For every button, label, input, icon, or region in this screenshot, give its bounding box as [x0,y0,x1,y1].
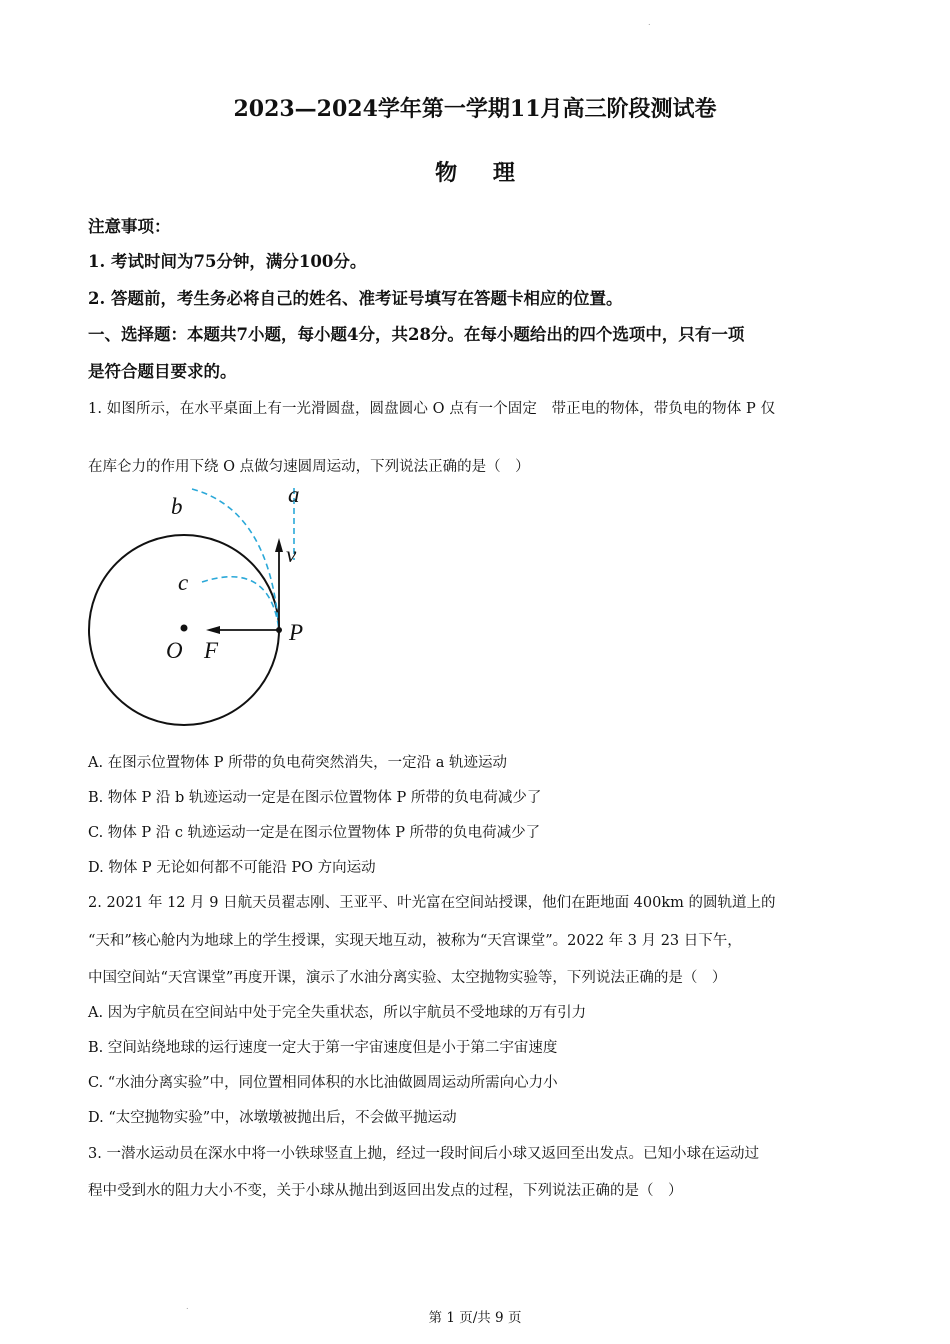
exam-title: 2023—2024学年第一学期11月高三阶段测试卷 [233,96,717,122]
label-c: c [178,570,189,595]
subject-title: 物 理 [435,160,529,186]
label-o: O [166,638,183,663]
q2-stem-line3: 中国空间站“天宫课堂”再度开课，演示了水油分离实验、太空抛物实验等，下列说法正确的是（ ） [88,970,727,986]
section-heading-line2: 是符合题目要求的。 [88,362,237,381]
q2-option-d: D. “太空抛物实验”中，冰墩墩被抛出后，不会做平抛运动 [88,1110,457,1126]
q1-option-c: C. 物体 P 沿 c 轨迹运动一定是在图示位置物体 P 所带的负电荷减少了 [88,825,541,841]
q3-stem-line2: 程中受到水的阻力大小不变，关于小球从抛出到返回出发点的过程，下列说法正确的是（ ） [88,1183,683,1199]
scan-dot: . [648,18,651,27]
page-footer: 第 1 页/共 9 页 [428,1310,522,1326]
q2-stem-line1: 2. 2021 年 12 月 9 日航天员翟志刚、王亚平、叶光富在空间站授课，他们在距地面 400km 的圆轨道上的 [88,895,776,911]
q1-option-a: A. 在图示位置物体 P 所带的负电荷突然消失，一定沿 a 轨迹运动 [88,755,508,771]
notice-item-2: 2. 答题前，考生务必将自己的姓名、准考证号填写在答题卡相应的位置。 [88,289,623,308]
q1-stem-line2: 在库仑力的作用下绕 O 点做匀速圆周运动，下列说法正确的是（ ） [88,459,530,475]
q2-option-b: B. 空间站绕地球的运行速度一定大于第一宇宙速度但是小于第二宇宙速度 [88,1040,558,1056]
q2-stem-line2: “天和”核心舱内为地球上的学生授课，实现天地互动，被称为“天宫课堂”。2022 年 3 月 23 日下午， [88,933,742,949]
q2-option-a: A. 因为宇航员在空间站中处于完全失重状态，所以宇航员不受地球的万有引力 [88,1005,587,1021]
trajectory-b [192,489,279,630]
notice-heading: 注意事项： [88,217,171,236]
label-a: a [288,482,300,507]
q1-figure [80,480,340,732]
q1-option-b: B. 物体 P 沿 b 轨迹运动一定是在图示位置物体 P 所带的负电荷减少了 [88,790,542,806]
q1-option-d: D. 物体 P 无论如何都不可能沿 PO 方向运动 [88,860,376,876]
point-p [276,627,282,633]
velocity-arrowhead [275,538,283,552]
label-v: v [286,542,297,567]
scan-dot: . [186,1302,189,1311]
center-point-o [181,625,188,632]
label-b: b [171,494,183,519]
label-f: F [204,638,219,663]
q2-option-c: C. “水油分离实验”中，同位置相同体积的水比油做圆周运动所需向心力小 [88,1075,558,1091]
notice-item-1: 1. 考试时间为75分钟，满分100分。 [88,252,367,271]
q1-stem-line1: 1. 如图所示，在水平桌面上有一光滑圆盘，圆盘圆心 O 点有一个固定 带正电的物体，带负电的物体 P 仅 [88,401,776,417]
q3-stem-line1: 3. 一潜水运动员在深水中将一小铁球竖直上抛，经过一段时间后小球又返回至出发点。已知小球在运动过 [88,1146,759,1162]
label-p: P [289,620,304,645]
section-heading-line1: 一、选择题：本题共7小题，每小题4分，共28分。在每小题给出的四个选项中，只有一项 [88,325,745,344]
force-arrowhead [206,626,220,634]
